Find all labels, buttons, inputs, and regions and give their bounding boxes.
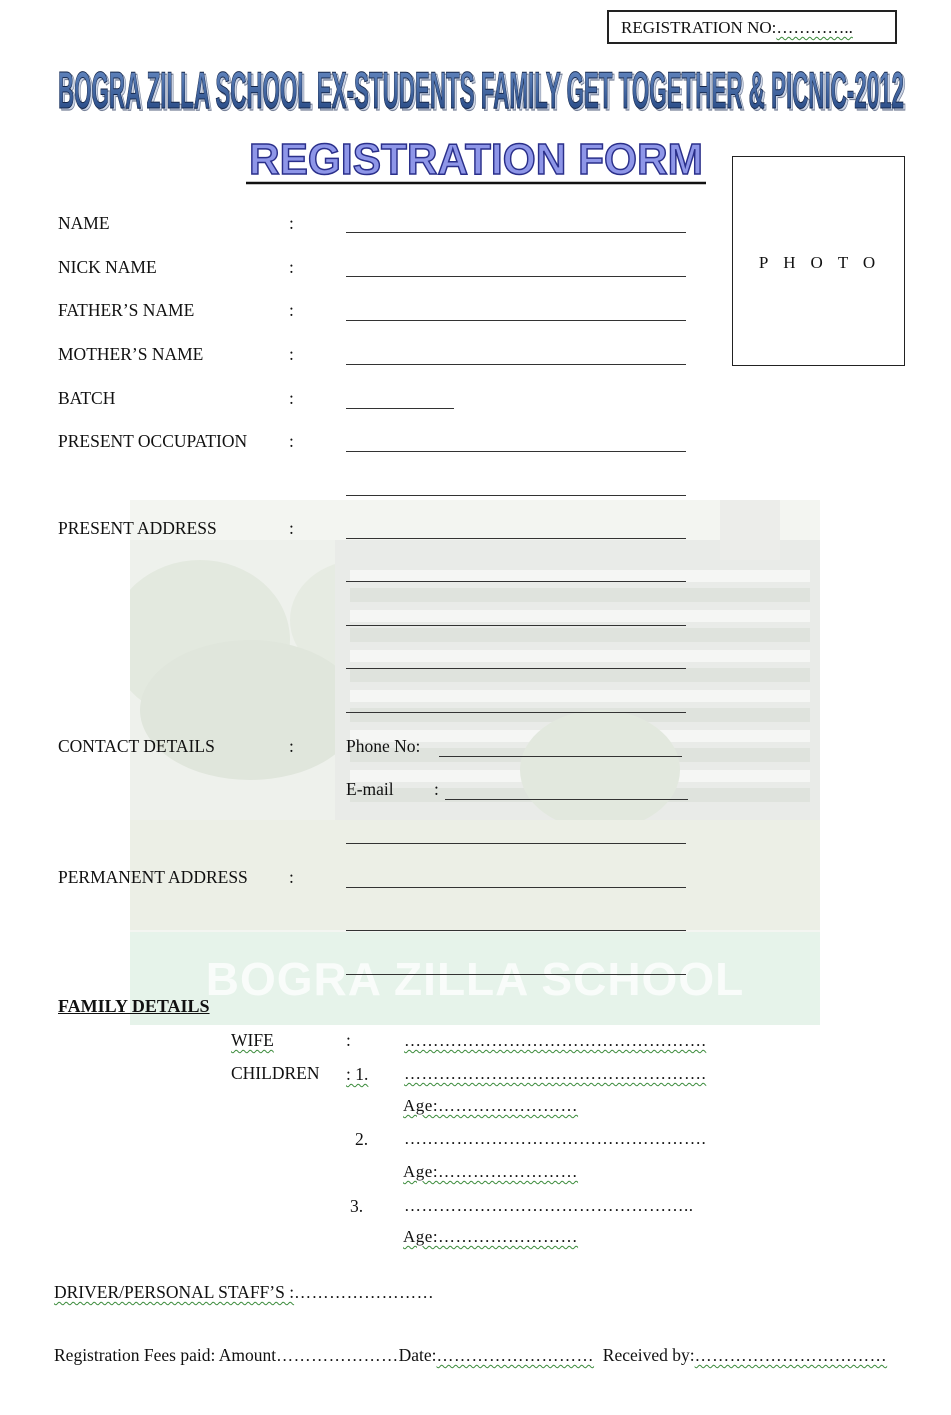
name-field[interactable] (346, 232, 686, 233)
present-occupation-field-2[interactable] (346, 495, 686, 496)
present-address-label: PRESENT ADDRESS (58, 518, 217, 538)
fathers-name-field[interactable] (346, 320, 686, 321)
fees-date-field[interactable]: ……………………… (436, 1346, 595, 1365)
present-address-field-5[interactable] (346, 712, 686, 713)
form-title (246, 132, 706, 186)
batch-label: BATCH (58, 388, 116, 408)
contact-details-colon: : (289, 736, 294, 756)
present-address-field-4[interactable] (346, 668, 686, 669)
mothers-name-label: MOTHER’S NAME (58, 344, 204, 364)
batch-field[interactable] (346, 408, 454, 409)
nick-name-colon: : (289, 257, 294, 277)
wife-field[interactable]: ……………………………………………. (404, 1031, 707, 1050)
fees-date-label: Date: (398, 1345, 437, 1365)
registration-number-field[interactable]: ………….. (776, 18, 853, 37)
driver-staff-label: DRIVER/PERSONAL STAFF’S : (54, 1282, 295, 1302)
email-field[interactable] (445, 799, 688, 800)
family-details-heading: FAMILY DETAILS (58, 996, 210, 1016)
watermark-text: BOGRA ZILLA SCHOOL (205, 953, 745, 1005)
received-by-field[interactable]: …………………………… (694, 1346, 888, 1365)
batch-colon: : (289, 388, 294, 408)
present-occupation-field-1[interactable] (346, 451, 686, 452)
photo-label: PHOTO (758, 253, 891, 272)
child-1-number: : 1. (346, 1064, 369, 1084)
child-3-age-field[interactable]: Age:…………………… (403, 1227, 579, 1246)
child-3-number: 3. (350, 1196, 364, 1216)
wife-colon: : (346, 1030, 351, 1050)
email-colon: : (434, 779, 439, 799)
child-2-field[interactable]: ……………………………………………. (404, 1129, 707, 1148)
permanent-address-field-4[interactable] (346, 974, 686, 975)
registration-number-box (607, 10, 897, 44)
nick-name-label: NICK NAME (58, 257, 157, 277)
email-label: E-mail (346, 779, 394, 799)
school-watermark-image (130, 500, 820, 1025)
fathers-name-colon: : (289, 300, 294, 320)
permanent-address-label: PERMANENT ADDRESS (58, 867, 248, 887)
event-title-text: BOGRA ZILLA SCHOOL EX-STUDENTS FAMILY GET TOGETHER & PICNIC-2012 (58, 62, 904, 120)
child-3-field[interactable]: ………………………………………….. (404, 1196, 694, 1215)
event-title (56, 52, 906, 122)
mothers-name-field[interactable] (346, 364, 686, 365)
mothers-name-colon: : (289, 344, 294, 364)
fees-row (54, 1345, 887, 1366)
phone-field[interactable] (439, 756, 682, 757)
phone-label: Phone No: (346, 736, 421, 756)
present-occupation-colon: : (289, 431, 294, 451)
present-address-field-2[interactable] (346, 581, 686, 582)
children-label: CHILDREN (231, 1063, 320, 1083)
present-address-colon: : (289, 518, 294, 538)
present-address-field-1[interactable] (346, 538, 686, 539)
svg-text:BOGRA ZILLA SCHOOL EX-STUDENTS: BOGRA ZILLA SCHOOL EX-STUDENTS FAMILY GET TOGETHER & PICNIC-2012 (60, 64, 906, 122)
fathers-name-label: FATHER’S NAME (58, 300, 195, 320)
permanent-address-field-1[interactable] (346, 843, 686, 844)
fees-amount-label: Registration Fees paid: Amount (54, 1345, 277, 1365)
present-occupation-label: PRESENT OCCUPATION (58, 431, 248, 451)
nick-name-field[interactable] (346, 276, 686, 277)
child-1-age-field[interactable]: Age:…………………… (403, 1096, 579, 1115)
driver-staff-field[interactable]: …………………… (294, 1283, 435, 1302)
child-2-age-field[interactable]: Age:…………………… (403, 1162, 579, 1181)
received-by-label: Received by: (602, 1345, 695, 1365)
name-colon: : (289, 213, 294, 233)
registration-number-label: REGISTRATION NO: (621, 18, 777, 37)
driver-staff-row (54, 1282, 434, 1303)
contact-details-label: CONTACT DETAILS (58, 736, 215, 756)
form-title-text: REGISTRATION FORM (249, 135, 703, 184)
wife-label: WIFE (231, 1030, 274, 1050)
present-address-field-3[interactable] (346, 625, 686, 626)
permanent-address-colon: : (289, 867, 294, 887)
permanent-address-field-2[interactable] (346, 887, 686, 888)
photo-box[interactable] (732, 156, 905, 366)
child-1-field[interactable]: ……………………………………………. (404, 1064, 707, 1083)
child-2-number: 2. (355, 1129, 369, 1149)
fees-amount-field[interactable]: ………………… (276, 1346, 399, 1365)
name-label: NAME (58, 213, 110, 233)
permanent-address-field-3[interactable] (346, 930, 686, 931)
